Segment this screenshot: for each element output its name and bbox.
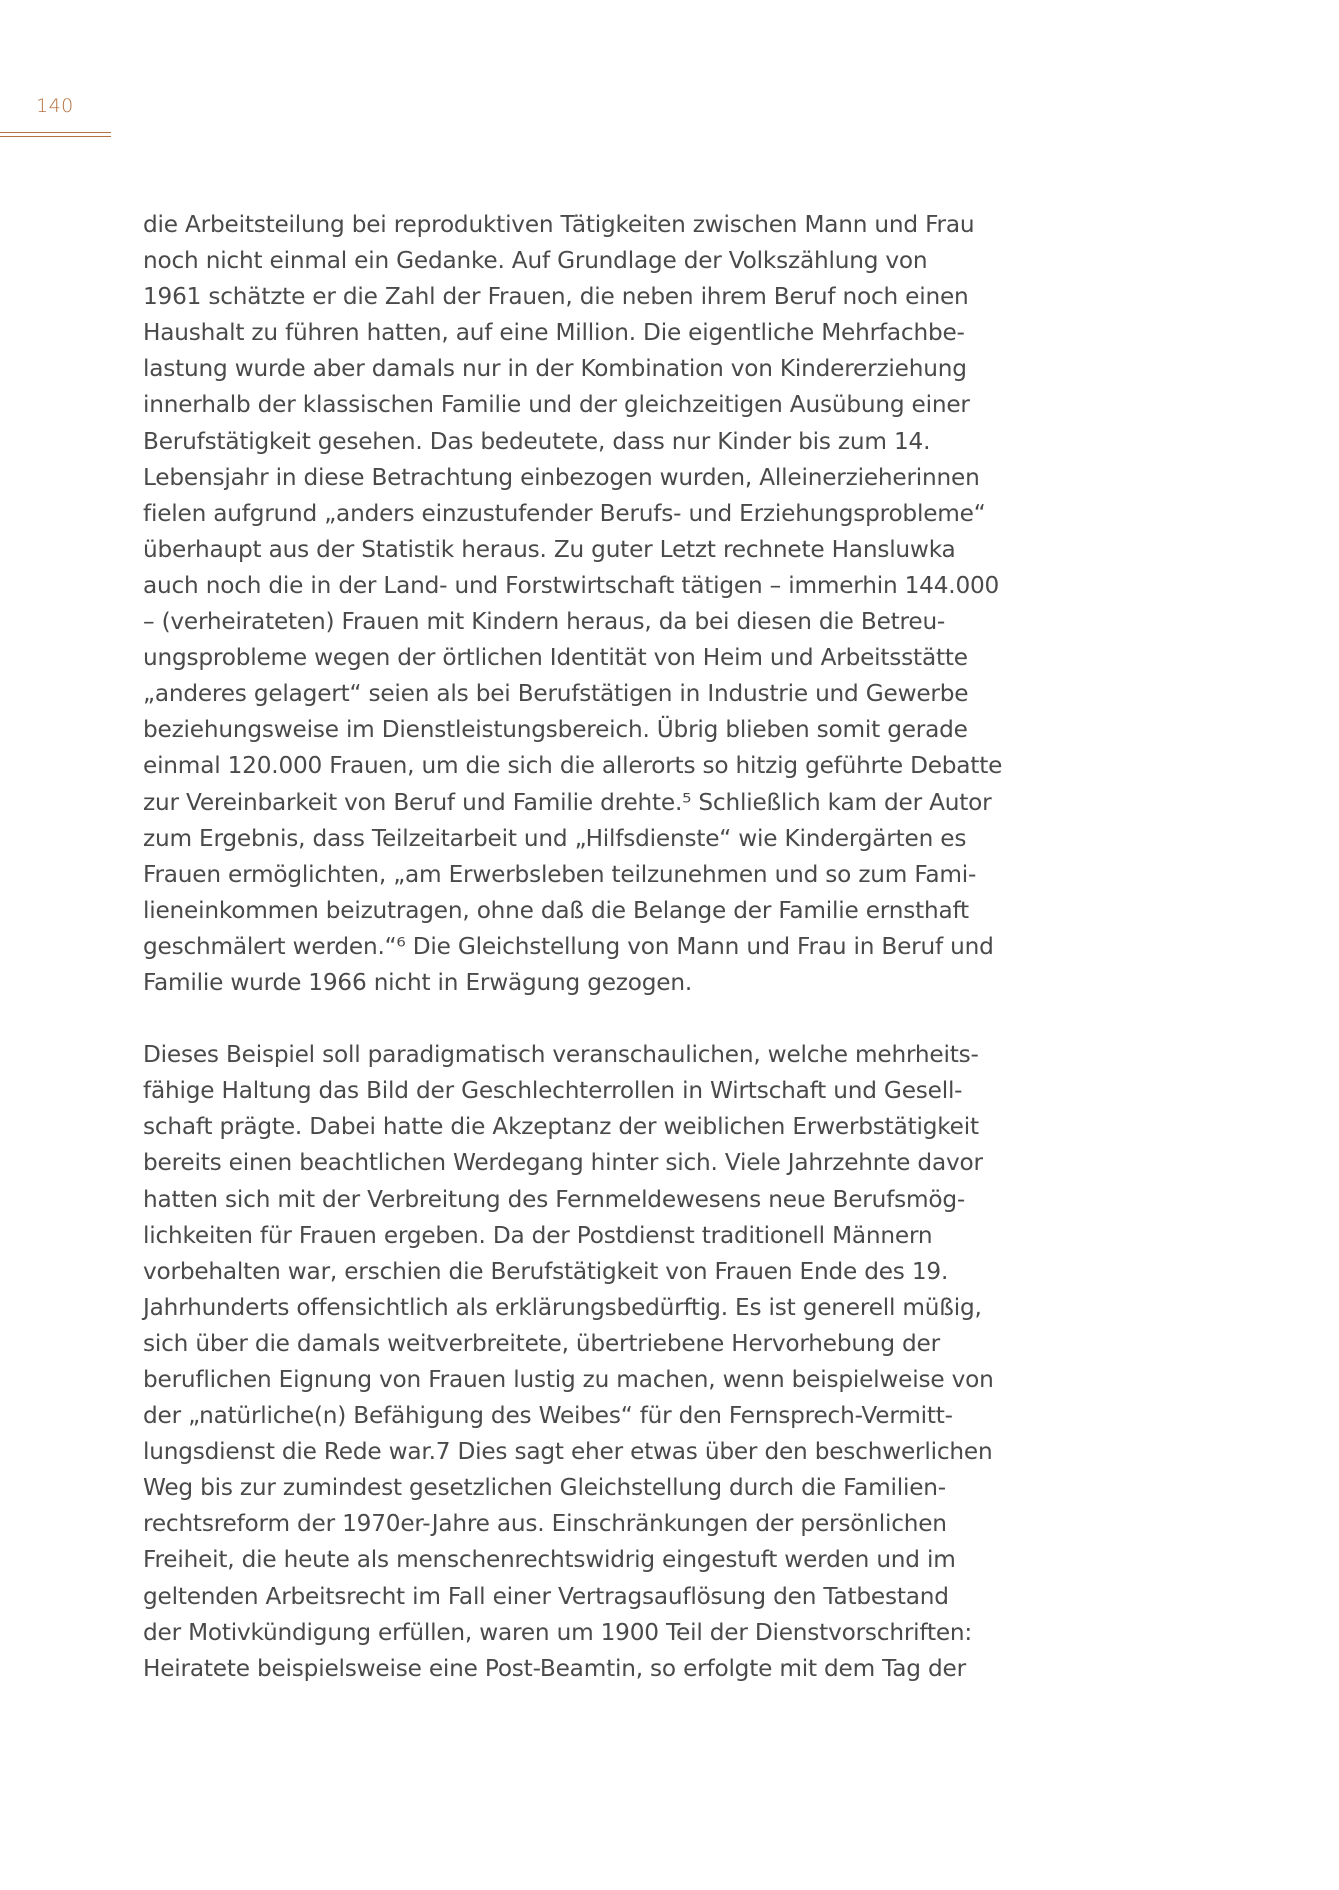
text-line: ungsprobleme wegen der örtlichen Identität von Heim und Arbeitsstätte [143,644,968,672]
text-line: Familie wurde 1966 nicht in Erwägung gezogen. [143,968,692,996]
text-line: Haushalt zu führen hatten, auf eine Million. Die eigentliche Mehrfachbe- [143,319,965,347]
text-line: rechtsreform der 1970er-Jahre aus. Einschränkungen der persönlichen [143,1510,947,1538]
text-line: Frauen ermöglichten, „am Erwerbsleben teilzunehmen und so zum Fami- [143,860,977,888]
text-line: lungsdienst die Rede war.7 Dies sagt eher etwas über den beschwerlichen [143,1438,993,1466]
text-line: einmal 120.000 Frauen, um die sich die allerorts so hitzig geführte Debatte [143,752,1003,780]
text-line: lichkeiten für Frauen ergeben. Da der Postdienst traditionell Männern [143,1221,933,1249]
body-text [143,207,1063,1687]
text-line: Weg bis zur zumindest gesetzlichen Gleichstellung durch die Familien- [143,1474,946,1502]
text-line: 1961 schätzte er die Zahl der Frauen, die neben ihrem Beruf noch einen [143,283,969,311]
text-line: geltenden Arbeitsrecht im Fall einer Vertragsauflösung den Tatbestand [143,1582,949,1610]
text-line: zur Vereinbarkeit von Beruf und Familie drehte.⁵ Schließlich kam der Autor [143,788,992,816]
text-line: der „natürliche(n) Befähigung des Weibes“ für den Fernsprech-Vermitt- [143,1402,953,1430]
text-line: Lebensjahr in diese Betrachtung einbezogen wurden, Alleinerzieherinnen [143,463,980,491]
text-line: innerhalb der klassischen Familie und der gleichzeitigen Ausübung einer [143,391,970,419]
text-line: „anderes gelagert“ seien als bei Berufstätigen in Industrie und Gewerbe [143,680,969,708]
text-line: Jahrhunderts offensichtlich als erklärungsbedürftig. Es ist generell müßig, [143,1293,982,1321]
text-line: hatten sich mit der Verbreitung des Fernmeldewesens neue Berufsmög- [143,1185,966,1213]
text-line: geschmälert werden.“⁶ Die Gleichstellung von Mann und Frau in Beruf und [143,932,994,960]
text-line: – (verheirateten) Frauen mit Kindern heraus, da bei diesen die Betreu- [143,608,946,636]
text-line: bereits einen beachtlichen Werdegang hinter sich. Viele Jahrzehnte davor [143,1149,983,1177]
text-line: vorbehalten war, erschien die Berufstätigkeit von Frauen Ende des 19. [143,1257,949,1285]
paragraph-1 [143,207,1063,1001]
paragraph-spacer [143,1001,1063,1037]
page-number: 140 [36,95,74,117]
text-line: die Arbeitsteilung bei reproduktiven Tätigkeiten zwischen Mann und Frau [143,211,975,238]
text-line: auch noch die in der Land- und Forstwirtschaft tätigen – immerhin 144.000 [143,571,1000,599]
text-line: lastung wurde aber damals nur in der Kombination von Kindererziehung [143,355,967,383]
text-line: fähige Haltung das Bild der Geschlechterrollen in Wirtschaft und Gesell- [143,1077,963,1105]
text-line: der Motivkündigung erfüllen, waren um 1900 Teil der Dienstvorschriften: [143,1618,973,1646]
text-line: Heiratete beispielsweise eine Post-Beamtin, so erfolgte mit dem Tag der [143,1654,966,1682]
text-line: beruflichen Eignung von Frauen lustig zu machen, wenn beispielweise von [143,1366,994,1393]
text-line: zum Ergebnis, dass Teilzeitarbeit und „Hilfsdienste“ wie Kindergärten es [143,824,967,852]
text-line: Berufstätigkeit gesehen. Das bedeutete, dass nur Kinder bis zum 14. [143,427,931,455]
text-line: sich über die damals weitverbreitete, übertriebene Hervorhebung der [143,1329,940,1357]
text-line: lieneinkommen beizutragen, ohne daß die Belange der Familie ernsthaft [143,896,969,924]
text-line: Dieses Beispiel soll paradigmatisch veranschaulichen, welche mehrheits- [143,1041,979,1069]
text-line: noch nicht einmal ein Gedanke. Auf Grundlage der Volkszählung von [143,247,928,275]
text-line: beziehungsweise im Dienstleistungsbereich. Übrig blieben somit gerade [143,716,968,744]
paragraph-2 [143,1037,1063,1687]
text-line: schaft prägte. Dabei hatte die Akzeptanz der weiblichen Erwerbstätigkeit [143,1113,979,1141]
text-line: überhaupt aus der Statistik heraus. Zu guter Letzt rechnete Hansluwka [143,535,956,563]
header-rule [0,132,111,137]
text-line: Freiheit, die heute als menschenrechtswidrig eingestuft werden und im [143,1546,956,1574]
text-line: fielen aufgrund „anders einzustufender Berufs- und Erziehungsprobleme“ [143,499,986,527]
